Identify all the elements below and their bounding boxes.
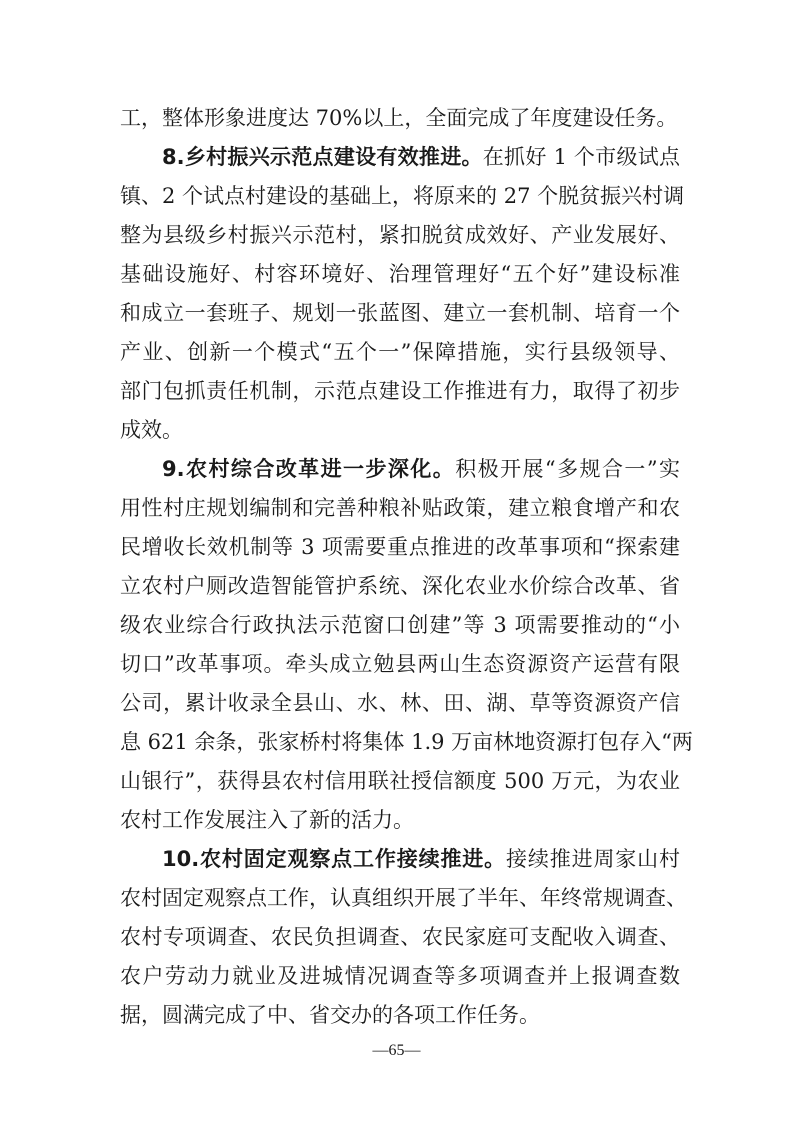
item10-line: 农村固定观察点工作，认真组织开展了半年、年终常规调查、 bbox=[120, 886, 687, 910]
item8-line: 部门包抓责任机制，示范点建设工作推进有力，取得了初步 bbox=[120, 379, 680, 403]
item9-line: 民增收长效机制等 3 项需要重点推进的改革事项和“探索建 bbox=[120, 535, 680, 559]
item9-line: 切口”改革事项。牵头成立勉县两山生态资源资产运营有限 bbox=[120, 652, 680, 676]
intro-line: 工，整体形象进度达 70%以上，全面完成了年度建设任务。 bbox=[120, 106, 678, 130]
item10-line: 农村专项调查、农民负担调查、农民家庭可支配收入调查、 bbox=[120, 925, 680, 949]
item8-line: 整为县级乡村振兴示范村，紧扣脱贫成效好、产业发展好、 bbox=[120, 223, 680, 247]
page-number: —65— bbox=[372, 1042, 421, 1059]
item9-line: 级农业综合行政执法示范窗口创建”等 3 项需要推动的“小 bbox=[120, 613, 680, 637]
item8-line: 和成立一套班子、规划一张蓝图、建立一套机制、培育一个 bbox=[120, 301, 680, 325]
item8-line: 镇、2 个试点村建设的基础上，将原来的 27 个脱贫振兴村调 bbox=[120, 184, 685, 208]
item8-line1-text: 在抓好 1 个市级试点 bbox=[482, 145, 680, 169]
item10-first-line bbox=[162, 841, 680, 877]
item9-heading: 9.农村综合改革进一步深化。 bbox=[162, 457, 456, 481]
item9-line: 用性村庄规划编制和完善种粮补贴政策，建立粮食增产和农 bbox=[120, 496, 680, 520]
item8-line: 成效。 bbox=[120, 418, 183, 442]
item10-line: 据，圆满完成了中、省交办的各项工作任务。 bbox=[120, 1003, 540, 1027]
item9-line: 立农村户厕改造智能管护系统、深化农业水价综合改革、省 bbox=[120, 574, 680, 598]
item8-line: 产业、创新一个模式“五个一”保障措施，实行县级领导、 bbox=[120, 340, 680, 364]
item8-line: 基础设施好、村容环境好、治理管理好“五个好”建设标准 bbox=[120, 262, 680, 286]
item9-line: 农村工作发展注入了新的活力。 bbox=[120, 808, 414, 832]
item8-first-line bbox=[162, 139, 680, 175]
item9-line: 山银行”，获得县农村信用联社授信额度 500 万元，为农业 bbox=[120, 769, 680, 793]
item8-heading: 8.乡村振兴示范点建设有效推进。 bbox=[162, 145, 483, 169]
item9-line1-text: 积极开展“多规合一”实 bbox=[455, 457, 680, 481]
item9-first-line bbox=[162, 451, 680, 487]
item10-heading: 10.农村固定观察点工作接续推进。 bbox=[162, 847, 507, 871]
item9-line: 息 621 余条，张家桥村将集体 1.9 万亩林地资源打包存入“两 bbox=[120, 730, 693, 754]
item9-line: 公司，累计收录全县山、水、林、田、湖、草等资源资产信 bbox=[120, 691, 680, 715]
item10-line: 农户劳动力就业及进城情况调查等多项调查并上报调查数 bbox=[120, 964, 680, 988]
item10-line1-text: 接续推进周家山村 bbox=[506, 847, 681, 871]
